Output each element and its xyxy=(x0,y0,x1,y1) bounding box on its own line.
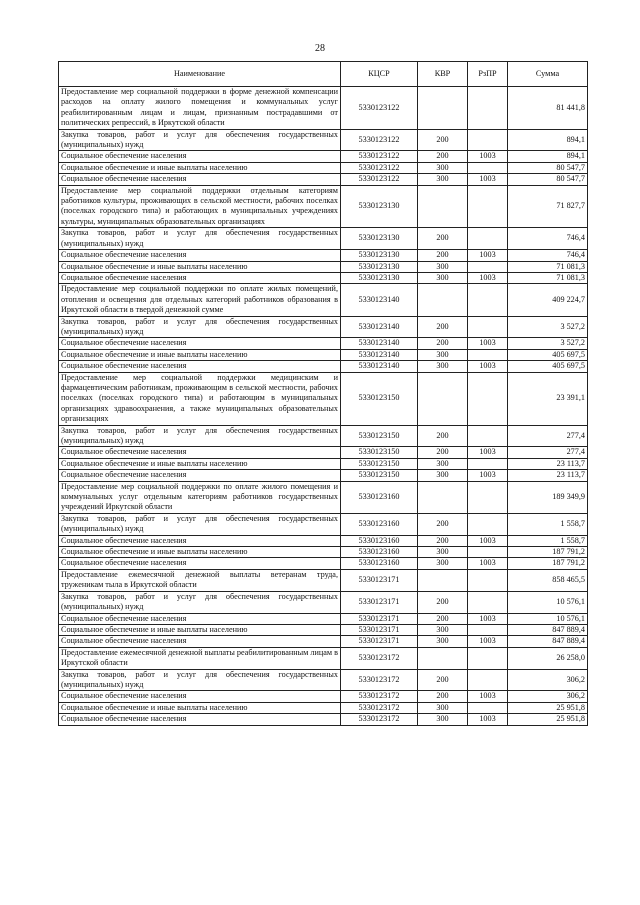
cell-sum: 3 527,2 xyxy=(508,316,588,338)
table-row xyxy=(59,174,588,185)
cell-name: Закупка товаров, работ и услуг для обеспечения государственных (муниципальных) нужд xyxy=(59,425,341,447)
cell-sum: 894,1 xyxy=(508,129,588,151)
cell-rzpr: 1003 xyxy=(468,272,508,283)
table-row xyxy=(59,458,588,469)
cell-name: Социальное обеспечение и иные выплаты населению xyxy=(59,349,341,360)
cell-name: Закупка товаров, работ и услуг для обеспечения государственных (муниципальных) нужд xyxy=(59,129,341,151)
cell-name: Социальное обеспечение населения xyxy=(59,691,341,702)
cell-name: Социальное обеспечение населения xyxy=(59,338,341,349)
cell-rzpr xyxy=(468,284,508,316)
page-number: 28 xyxy=(315,43,325,54)
cell-name: Предоставление мер социальной поддержки отдельным категориям работников культуры, проживающих в сельской местности, рабочих поселках (поселках городского типа) и работающих в муниципальных учреждениях культуры, муниципальных образовательных организациях xyxy=(59,185,341,228)
table-row xyxy=(59,470,588,481)
cell-name: Социальное обеспечение и иные выплаты населению xyxy=(59,624,341,635)
cell-kvr: 200 xyxy=(418,535,468,546)
cell-name: Социальное обеспечение населения xyxy=(59,272,341,283)
cell-code: 5330123130 xyxy=(341,272,418,283)
cell-name: Социальное обеспечение и иные выплаты населению xyxy=(59,458,341,469)
table-row xyxy=(59,691,588,702)
cell-sum: 10 576,1 xyxy=(508,613,588,624)
header-name: Наименование xyxy=(59,62,341,87)
cell-rzpr: 1003 xyxy=(468,470,508,481)
cell-sum: 187 791,2 xyxy=(508,547,588,558)
cell-kvr: 300 xyxy=(418,702,468,713)
cell-name: Предоставление мер социальной поддержки по оплате жилого помещения и коммунальных услуг отдельным категориям работников государственных учреждений Иркутской области xyxy=(59,481,341,513)
cell-rzpr: 1003 xyxy=(468,338,508,349)
table-row xyxy=(59,338,588,349)
cell-kvr: 300 xyxy=(418,558,468,569)
table-row xyxy=(59,535,588,546)
cell-rzpr xyxy=(468,228,508,250)
cell-name: Предоставление мер социальной поддержки в форме денежной компенсации расходов на оплату жилого помещения и коммунальных услуг реабилитированным лицам и лицам, признанным пострадавшими от политических репрессий, в Иркутской области xyxy=(59,87,341,130)
cell-kvr xyxy=(418,185,468,228)
cell-kvr xyxy=(418,87,468,130)
cell-sum: 187 791,2 xyxy=(508,558,588,569)
cell-sum: 71 081,3 xyxy=(508,272,588,283)
cell-kvr: 300 xyxy=(418,636,468,647)
table-row xyxy=(59,272,588,283)
table-row xyxy=(59,547,588,558)
header-code: КЦСР xyxy=(341,62,418,87)
cell-rzpr xyxy=(468,647,508,669)
cell-code: 5330123160 xyxy=(341,558,418,569)
cell-rzpr xyxy=(468,162,508,173)
cell-kvr: 200 xyxy=(418,591,468,613)
cell-kvr: 300 xyxy=(418,714,468,725)
cell-kvr: 300 xyxy=(418,470,468,481)
cell-rzpr: 1003 xyxy=(468,691,508,702)
cell-kvr: 200 xyxy=(418,513,468,535)
cell-kvr: 200 xyxy=(418,613,468,624)
cell-code: 5330123150 xyxy=(341,458,418,469)
cell-kvr: 300 xyxy=(418,174,468,185)
table-row xyxy=(59,558,588,569)
table-row xyxy=(59,636,588,647)
table-row xyxy=(59,702,588,713)
cell-name: Социальное обеспечение и иные выплаты населению xyxy=(59,261,341,272)
cell-rzpr: 1003 xyxy=(468,250,508,261)
cell-code: 5330123150 xyxy=(341,447,418,458)
cell-kvr: 200 xyxy=(418,691,468,702)
cell-name: Социальное обеспечение населения xyxy=(59,250,341,261)
cell-code: 5330123171 xyxy=(341,569,418,591)
cell-code: 5330123140 xyxy=(341,316,418,338)
table-header-row xyxy=(59,62,588,87)
cell-code: 5330123122 xyxy=(341,129,418,151)
cell-sum: 405 697,5 xyxy=(508,361,588,372)
cell-kvr: 200 xyxy=(418,669,468,691)
cell-sum: 10 576,1 xyxy=(508,591,588,613)
cell-code: 5330123140 xyxy=(341,361,418,372)
cell-rzpr: 1003 xyxy=(468,714,508,725)
cell-kvr: 300 xyxy=(418,547,468,558)
cell-code: 5330123122 xyxy=(341,151,418,162)
cell-kvr xyxy=(418,284,468,316)
cell-rzpr: 1003 xyxy=(468,535,508,546)
cell-sum: 80 547,7 xyxy=(508,174,588,185)
cell-kvr: 200 xyxy=(418,250,468,261)
cell-code: 5330123130 xyxy=(341,261,418,272)
cell-rzpr xyxy=(468,458,508,469)
table-row xyxy=(59,261,588,272)
cell-name: Социальное обеспечение и иные выплаты населению xyxy=(59,162,341,173)
cell-rzpr xyxy=(468,513,508,535)
cell-rzpr: 1003 xyxy=(468,361,508,372)
header-rzpr: РзПР xyxy=(468,62,508,87)
cell-sum: 26 258,0 xyxy=(508,647,588,669)
cell-code: 5330123140 xyxy=(341,338,418,349)
cell-sum: 1 558,7 xyxy=(508,535,588,546)
table-row xyxy=(59,162,588,173)
table-row xyxy=(59,647,588,669)
table-row xyxy=(59,447,588,458)
cell-code: 5330123160 xyxy=(341,513,418,535)
cell-rzpr xyxy=(468,87,508,130)
cell-kvr: 200 xyxy=(418,228,468,250)
table-row xyxy=(59,372,588,425)
table-row xyxy=(59,613,588,624)
table-body xyxy=(59,87,588,726)
cell-sum: 23 391,1 xyxy=(508,372,588,425)
table-row xyxy=(59,316,588,338)
cell-rzpr xyxy=(468,702,508,713)
cell-kvr: 300 xyxy=(418,272,468,283)
header-sum: Сумма xyxy=(508,62,588,87)
cell-kvr: 300 xyxy=(418,349,468,360)
cell-code: 5330123172 xyxy=(341,669,418,691)
cell-kvr xyxy=(418,647,468,669)
cell-rzpr xyxy=(468,261,508,272)
cell-kvr: 300 xyxy=(418,261,468,272)
cell-code: 5330123172 xyxy=(341,714,418,725)
cell-kvr: 200 xyxy=(418,447,468,458)
cell-sum: 1 558,7 xyxy=(508,513,588,535)
cell-kvr: 300 xyxy=(418,624,468,635)
cell-kvr: 200 xyxy=(418,316,468,338)
cell-name: Предоставление ежемесячной денежной выплаты ветеранам труда, труженикам тыла в Иркутской области xyxy=(59,569,341,591)
cell-sum: 25 951,8 xyxy=(508,714,588,725)
cell-code: 5330123140 xyxy=(341,349,418,360)
table-row xyxy=(59,284,588,316)
budget-table xyxy=(58,61,588,726)
cell-rzpr xyxy=(468,669,508,691)
cell-sum: 894,1 xyxy=(508,151,588,162)
cell-code: 5330123130 xyxy=(341,185,418,228)
cell-name: Закупка товаров, работ и услуг для обеспечения государственных (муниципальных) нужд xyxy=(59,228,341,250)
cell-code: 5330123140 xyxy=(341,284,418,316)
cell-sum: 80 547,7 xyxy=(508,162,588,173)
table-row xyxy=(59,569,588,591)
cell-name: Закупка товаров, работ и услуг для обеспечения государственных (муниципальных) нужд xyxy=(59,669,341,691)
cell-sum: 847 889,4 xyxy=(508,636,588,647)
cell-kvr: 200 xyxy=(418,338,468,349)
cell-sum: 277,4 xyxy=(508,425,588,447)
cell-name: Социальное обеспечение населения xyxy=(59,470,341,481)
cell-kvr xyxy=(418,569,468,591)
cell-name: Предоставление мер социальной поддержки по оплате жилых помещений, отопления и освещения для отдельных категорий работников образования в Иркутской области в твердой денежной сумме xyxy=(59,284,341,316)
cell-name: Социальное обеспечение населения xyxy=(59,636,341,647)
cell-rzpr xyxy=(468,425,508,447)
cell-kvr: 200 xyxy=(418,425,468,447)
table-row xyxy=(59,481,588,513)
cell-code: 5330123171 xyxy=(341,636,418,647)
table-row xyxy=(59,151,588,162)
cell-sum: 306,2 xyxy=(508,669,588,691)
cell-code: 5330123172 xyxy=(341,691,418,702)
cell-sum: 847 889,4 xyxy=(508,624,588,635)
cell-code: 5330123171 xyxy=(341,591,418,613)
table-row xyxy=(59,591,588,613)
cell-kvr xyxy=(418,481,468,513)
cell-name: Социальное обеспечение населения xyxy=(59,558,341,569)
cell-sum: 71 827,7 xyxy=(508,185,588,228)
cell-code: 5330123130 xyxy=(341,250,418,261)
cell-rzpr xyxy=(468,591,508,613)
cell-rzpr: 1003 xyxy=(468,613,508,624)
cell-name: Закупка товаров, работ и услуг для обеспечения государственных (муниципальных) нужд xyxy=(59,513,341,535)
cell-code: 5330123122 xyxy=(341,162,418,173)
table-row xyxy=(59,87,588,130)
cell-code: 5330123160 xyxy=(341,535,418,546)
cell-rzpr xyxy=(468,624,508,635)
cell-kvr: 300 xyxy=(418,162,468,173)
cell-code: 5330123122 xyxy=(341,174,418,185)
cell-name: Закупка товаров, работ и услуг для обеспечения государственных (муниципальных) нужд xyxy=(59,591,341,613)
table-row xyxy=(59,349,588,360)
cell-code: 5330123150 xyxy=(341,425,418,447)
cell-name: Социальное обеспечение населения xyxy=(59,174,341,185)
cell-name: Предоставление мер социальной поддержки медицинским и фармацевтическим работникам, проживающим в сельской местности, рабочих поселках (поселках городского типа) и работающим в муниципальных организациях здравоохранения, а также муниципальных образовательных организациях xyxy=(59,372,341,425)
cell-sum: 746,4 xyxy=(508,228,588,250)
cell-name: Социальное обеспечение населения xyxy=(59,613,341,624)
cell-sum: 858 465,5 xyxy=(508,569,588,591)
table-row xyxy=(59,425,588,447)
cell-kvr: 300 xyxy=(418,458,468,469)
cell-name: Социальное обеспечение населения xyxy=(59,151,341,162)
cell-rzpr xyxy=(468,547,508,558)
cell-sum: 277,4 xyxy=(508,447,588,458)
cell-rzpr xyxy=(468,481,508,513)
cell-sum: 3 527,2 xyxy=(508,338,588,349)
cell-sum: 746,4 xyxy=(508,250,588,261)
cell-rzpr: 1003 xyxy=(468,447,508,458)
cell-sum: 23 113,7 xyxy=(508,470,588,481)
table-row xyxy=(59,250,588,261)
cell-name: Социальное обеспечение и иные выплаты населению xyxy=(59,702,341,713)
cell-sum: 306,2 xyxy=(508,691,588,702)
cell-sum: 409 224,7 xyxy=(508,284,588,316)
cell-rzpr: 1003 xyxy=(468,174,508,185)
cell-code: 5330123172 xyxy=(341,647,418,669)
cell-name: Закупка товаров, работ и услуг для обеспечения государственных (муниципальных) нужд xyxy=(59,316,341,338)
cell-sum: 71 081,3 xyxy=(508,261,588,272)
cell-code: 5330123150 xyxy=(341,470,418,481)
cell-code: 5330123150 xyxy=(341,372,418,425)
cell-code: 5330123171 xyxy=(341,624,418,635)
cell-name: Социальное обеспечение населения xyxy=(59,447,341,458)
cell-name: Социальное обеспечение населения xyxy=(59,361,341,372)
cell-code: 5330123171 xyxy=(341,613,418,624)
cell-sum: 23 113,7 xyxy=(508,458,588,469)
cell-rzpr xyxy=(468,129,508,151)
table-row xyxy=(59,513,588,535)
cell-rzpr xyxy=(468,349,508,360)
cell-rzpr: 1003 xyxy=(468,636,508,647)
cell-code: 5330123172 xyxy=(341,702,418,713)
cell-rzpr: 1003 xyxy=(468,151,508,162)
cell-name: Предоставление ежемесячной денежной выплаты реабилитированным лицам в Иркутской области xyxy=(59,647,341,669)
cell-name: Социальное обеспечение населения xyxy=(59,714,341,725)
cell-sum: 189 349,9 xyxy=(508,481,588,513)
table-row xyxy=(59,669,588,691)
cell-kvr: 300 xyxy=(418,361,468,372)
cell-rzpr xyxy=(468,316,508,338)
cell-sum: 405 697,5 xyxy=(508,349,588,360)
table-row xyxy=(59,714,588,725)
table-row xyxy=(59,624,588,635)
cell-rzpr xyxy=(468,185,508,228)
cell-kvr xyxy=(418,372,468,425)
cell-code: 5330123160 xyxy=(341,481,418,513)
table-row xyxy=(59,228,588,250)
cell-sum: 81 441,8 xyxy=(508,87,588,130)
table-row xyxy=(59,185,588,228)
cell-sum: 25 951,8 xyxy=(508,702,588,713)
cell-code: 5330123122 xyxy=(341,87,418,130)
cell-code: 5330123160 xyxy=(341,547,418,558)
cell-kvr: 200 xyxy=(418,129,468,151)
cell-rzpr xyxy=(468,569,508,591)
table-row xyxy=(59,361,588,372)
header-kvr: КВР xyxy=(418,62,468,87)
cell-rzpr xyxy=(468,372,508,425)
cell-code: 5330123130 xyxy=(341,228,418,250)
cell-name: Социальное обеспечение и иные выплаты населению xyxy=(59,547,341,558)
cell-rzpr: 1003 xyxy=(468,558,508,569)
cell-kvr: 200 xyxy=(418,151,468,162)
table-row xyxy=(59,129,588,151)
cell-name: Социальное обеспечение населения xyxy=(59,535,341,546)
